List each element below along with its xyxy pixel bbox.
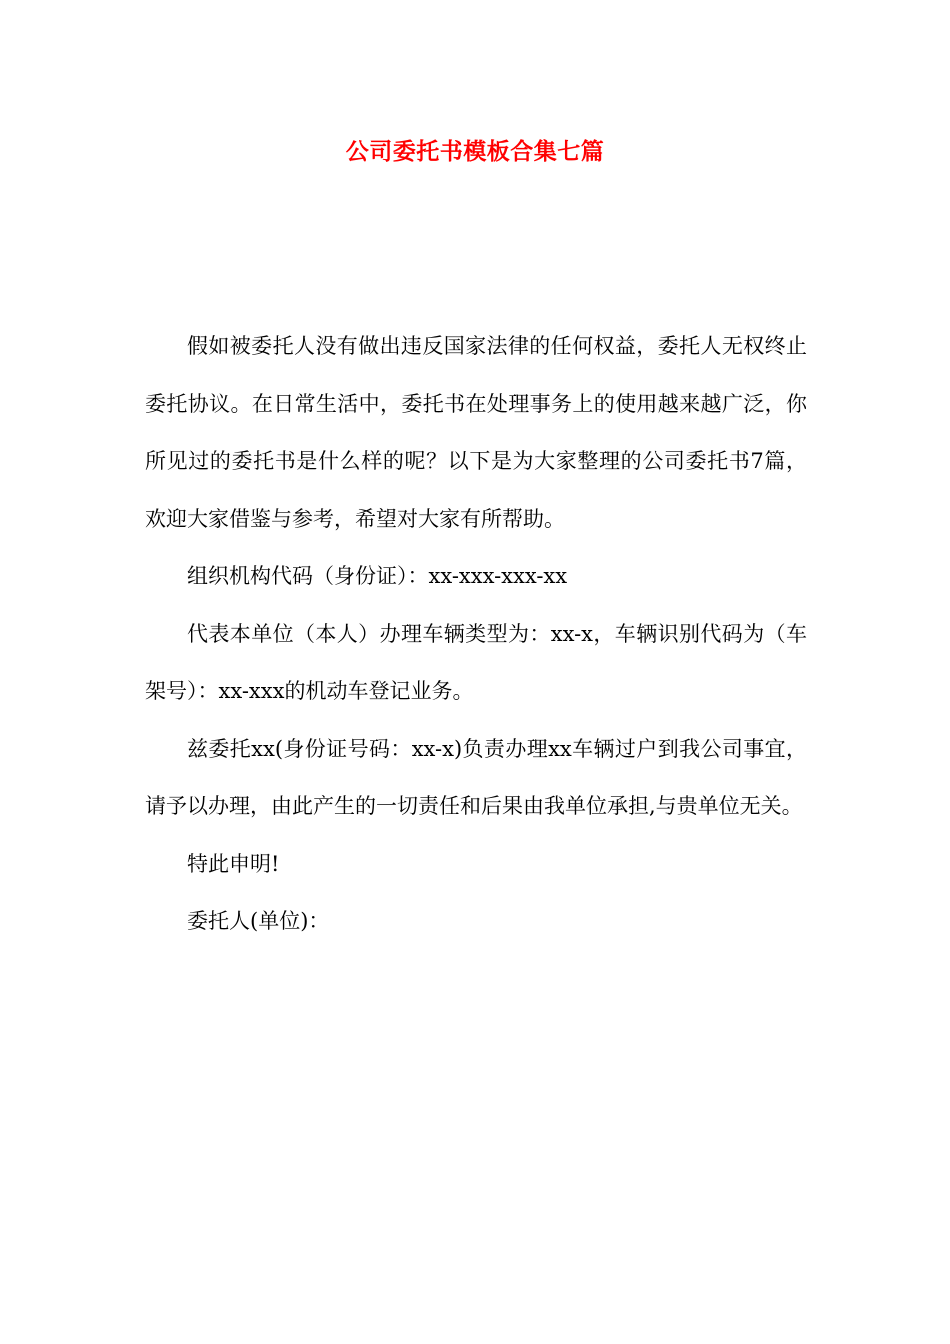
paragraph-vehicle-type: 代表本单位（本人）办理车辆类型为：xx-x，车辆识别代码为（车架号）：xx-xxx的机动车登记业务。 [145,621,807,703]
paragraph-intro: 假如被委托人没有做出违反国家法律的任何权益，委托人无权终止委托协议。在日常生活中，委托书在处理事务上的使用越来越广泛，你所见过的委托书是什么样的呢？以下是为大家整理的公司委托书7篇，欢迎大家借鉴与参考，希望对大家有所帮助。 [145,334,807,531]
paragraph-principal: 委托人(单位)： [187,909,330,933]
paragraph-org-code: 组织机构代码（身份证）：xx-xxx-xxx-xx [187,564,568,588]
paragraph-entrust: 兹委托xx(身份证号码：xx-x)负责办理xx车辆过户到我公司事宜，请予以办理，由此产生的一切责任和后果由我单位承担,与贵单位无关。 [145,736,807,818]
document-title: 公司委托书模板合集七篇 [345,139,605,165]
paragraph-declaration: 特此申明! [187,851,280,876]
document-body [145,318,807,951]
